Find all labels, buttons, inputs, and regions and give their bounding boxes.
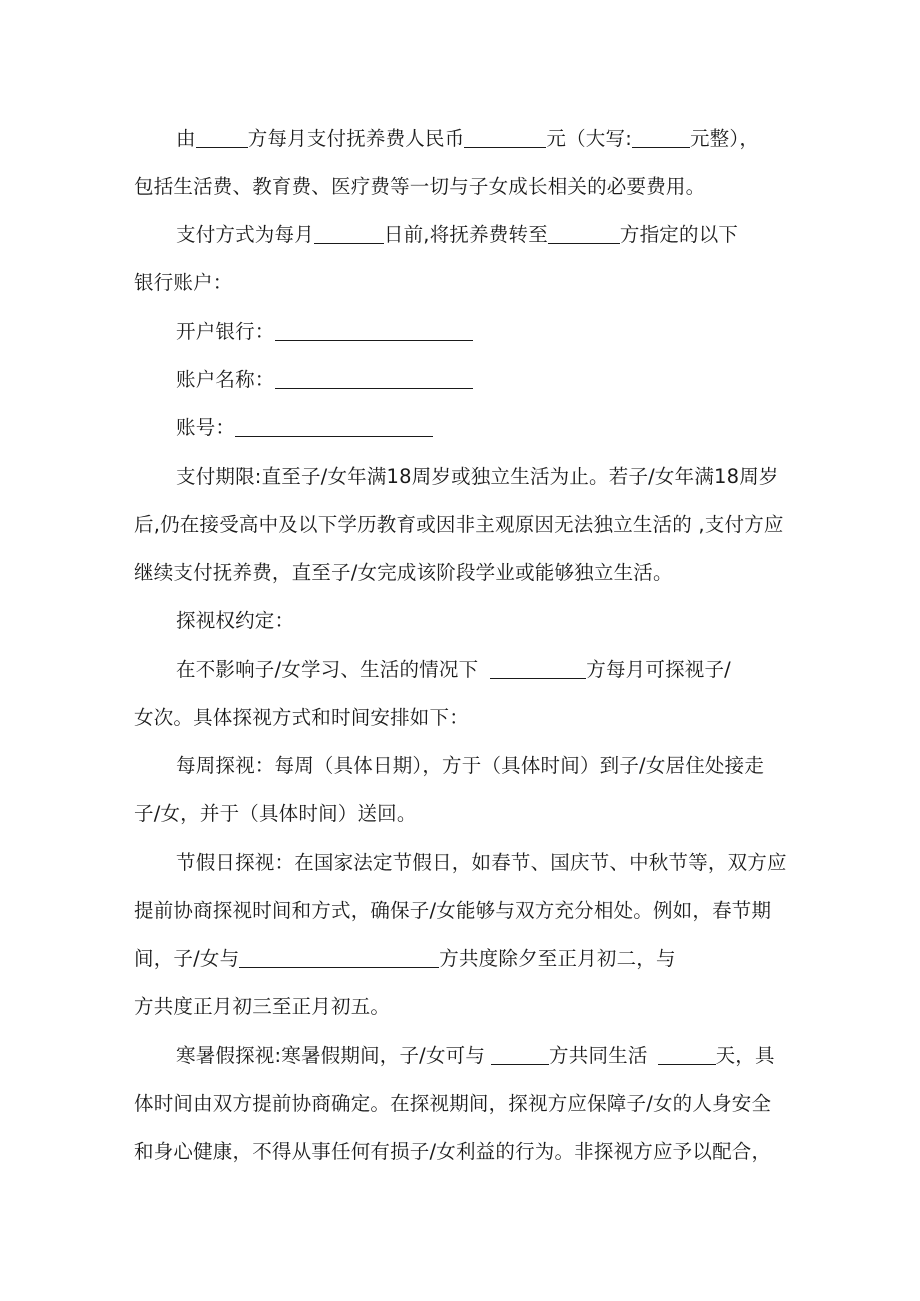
account-number-blank [235, 417, 433, 437]
text-segment: 包括生活费、教育费、医疗费等一切与子女成长相关的必要费用。 [134, 175, 706, 198]
text-segment: 元（大写: [546, 127, 632, 150]
text-segment: 子/女，并于（具体时间）送回。 [134, 802, 417, 825]
payment-term-line-2 [134, 511, 784, 539]
text-segment: 元整）， [689, 127, 760, 150]
bank-name-line [176, 318, 473, 346]
holiday-visit-line-3 [134, 945, 676, 973]
holiday-visit-line-1 [176, 849, 787, 877]
text-segment: 由 [176, 127, 196, 150]
weekly-visit-line-2 [134, 800, 417, 828]
account-name-line [176, 366, 473, 394]
text-segment: 方共度正月初三至正月初五。 [134, 995, 391, 1018]
payer-blank [196, 128, 248, 148]
payment-term-line-1 [176, 463, 779, 491]
payment-term-line-3 [134, 559, 673, 587]
visitation-arrangement-line [134, 704, 469, 732]
weekly-visit-line-1 [176, 752, 764, 780]
text-segment: 在不影响子/女学习、生活的情况下 [176, 658, 479, 681]
text-segment: 方共度除夕至正月初二，与 [439, 947, 676, 970]
visitation-frequency-line [176, 656, 731, 684]
bank-name-blank [275, 321, 473, 341]
text-segment: 后,仍在接受高中及以下学历教育或因非主观原因无法独立生活的 ,支付方应 [134, 513, 784, 536]
bank-account-intro-line [134, 269, 233, 297]
text-segment: 女次。具体探视方式和时间安排如下： [134, 706, 469, 729]
vacation-days-blank [658, 1045, 716, 1065]
amount-uppercase-blank [632, 128, 690, 148]
account-name-label: 账户名称： [176, 368, 275, 391]
text-segment: 方指定的以下 [619, 223, 739, 246]
payment-amount-line [176, 125, 759, 153]
text-segment: 寒暑假探视:寒暑假期间，子/女可与 [176, 1044, 486, 1067]
text-segment: 方共同生活 [549, 1044, 648, 1067]
account-number-line [176, 414, 433, 442]
text-segment: 和身心健康，不得从事任何有损子/女利益的行为。非探视方应予以配合， [134, 1140, 772, 1163]
holiday-party-blank [239, 948, 439, 968]
account-name-blank [275, 369, 473, 389]
vacation-party-blank [491, 1045, 549, 1065]
visitation-title [176, 607, 294, 635]
text-segment: 提前协商探视时间和方式，确保子/女能够与双方充分相处。例如，春节期 [134, 899, 772, 922]
text-segment: 每周探视：每周（具体日期），方于（具体时间）到子/女居住处接走 [176, 754, 765, 777]
text-segment: 日前,将抚养费转至 [383, 223, 548, 246]
vacation-visit-line-3 [134, 1138, 771, 1166]
visiting-party-blank [490, 659, 586, 679]
vacation-visit-line-1 [176, 1042, 775, 1070]
account-number-label: 账号： [176, 416, 236, 439]
text-segment: 支付方式为每月 [176, 223, 314, 246]
expense-scope-line [134, 173, 705, 201]
bank-name-label: 开户银行： [176, 320, 275, 343]
amount-blank [464, 128, 546, 148]
text-segment: 方每月可探视子/ [586, 658, 731, 681]
text-segment: 探视权约定： [176, 609, 295, 632]
text-segment: 银行账户： [134, 271, 233, 294]
text-segment: 间，子/女与 [134, 947, 240, 970]
text-segment: 天，具 [715, 1044, 775, 1067]
payment-method-line [176, 221, 738, 249]
text-segment: 方每月支付抚养费人民币 [247, 127, 465, 150]
recipient-blank [548, 224, 620, 244]
text-segment: 继续支付抚养费，直至子/女完成该阶段学业或能够独立生活。 [134, 561, 673, 584]
text-segment: 体时间由双方提前协商确定。在探视期间，探视方应保障子/女的人身安全 [134, 1092, 772, 1115]
holiday-visit-line-2 [134, 897, 771, 925]
holiday-visit-line-4 [134, 993, 390, 1021]
vacation-visit-line-2 [134, 1090, 771, 1118]
text-segment: 节假日探视：在国家法定节假日，如春节、国庆节、中秋节等，双方应 [176, 851, 787, 874]
day-blank [314, 224, 384, 244]
text-segment: 支付期限:直至子/女年满18周岁或独立生活为止。若子/女年满18周岁 [176, 465, 779, 488]
